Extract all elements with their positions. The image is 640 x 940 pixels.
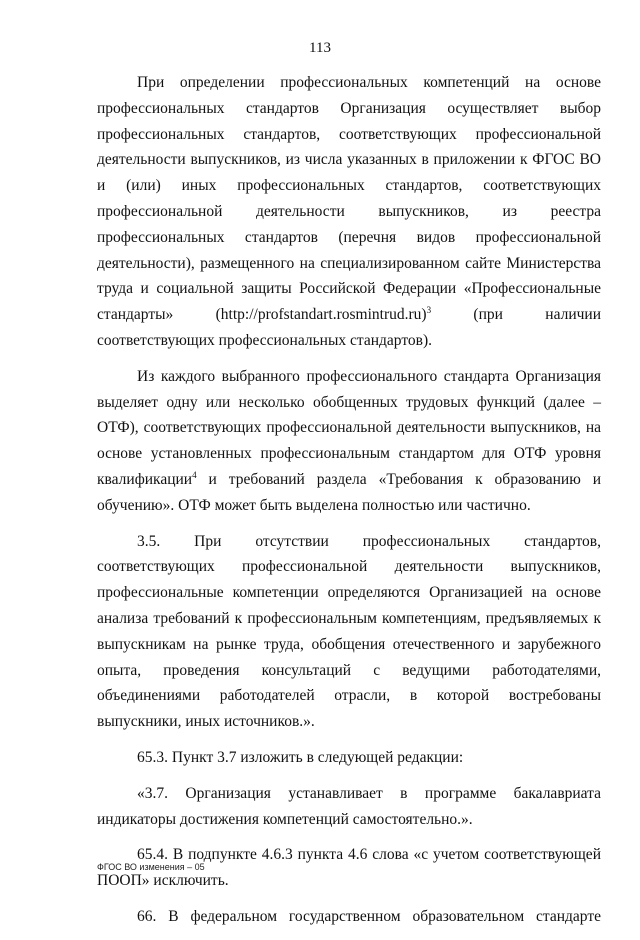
paragraph-65-3 [97,745,601,771]
paragraph-text: 65.4. В подпункте 4.6.3 пункта 4.6 слова «с учетом соответствующей ПООП» исключить. [97,846,601,890]
paragraph-text: 66. В федеральном государственном образовательном стандарте [137,907,601,925]
footnote-ref-4: 4 [192,469,197,480]
paragraph-text: «3.7. Организация устанавливает в программе бакалавриата индикаторы достижения компетенций самостоятельно.». [97,784,601,828]
paragraph-otf-selection [97,364,601,519]
paragraph-text: При определении профессиональных компетенций на основе профессиональных стандартов Организация осуществляет выбор профессиональных стандартов, соответствующих профессиональной деятельности выпускников, из числа указанных в приложении к ФГОС ВО и (или) иных профессиональных стандартов, соответствующих профессиональной деятельности выпускников, из реестра профессиональных стандартов (перечня видов профессиональной деятельности), размещенного на специализированном сайте Министерства труда и социальной защиты Российской Федерации «Профессиональные стандарты» (http://profstandart.rosmintrud.ru) [97,74,601,324]
paragraph-3-5 [97,529,601,735]
paragraph-text: Из каждого выбранного профессионального стандарта Организация выделяет одну или несколько обобщенных трудовых функций (далее – ОТФ), соответствующих профессиональной деятельности выпускников, на основе установленных профессиональным стандартом для ОТФ уровня квалификации [97,367,601,488]
paragraph-text: 65.3. Пункт 3.7 изложить в следующей редакции: [137,748,464,766]
paragraph-professional-standards-selection [97,70,601,354]
paragraph-66 [97,904,601,930]
page-number: 113 [309,40,331,56]
footnote-ref-3: 3 [426,305,432,316]
paragraph-tail: и требований раздела «Требования к образованию и обучению». ОТФ может быть выделена полностью или частично. [97,470,601,514]
document-body [97,70,601,940]
footer-note: ФГОС ВО изменения – 05 [97,862,205,872]
paragraph-text: 3.5. При отсутствии профессиональных стандартов, соответствующих профессиональной деятельности выпускников, профессиональные компетенции определяются Организацией на основе анализа требований к профессиональным компетенциям, предъявляемых к выпускникам на рынке труда, обобщения отечественного и зарубежного опыта, проведения консультаций с ведущими работодателями, объединениями работодателей отрасли, в которой востребованы выпускники, иных источников.». [97,532,601,731]
paragraph-3-7 [97,781,601,833]
paragraph-tail: (при наличии соответствующих профессиональных стандартов). [97,306,601,349]
